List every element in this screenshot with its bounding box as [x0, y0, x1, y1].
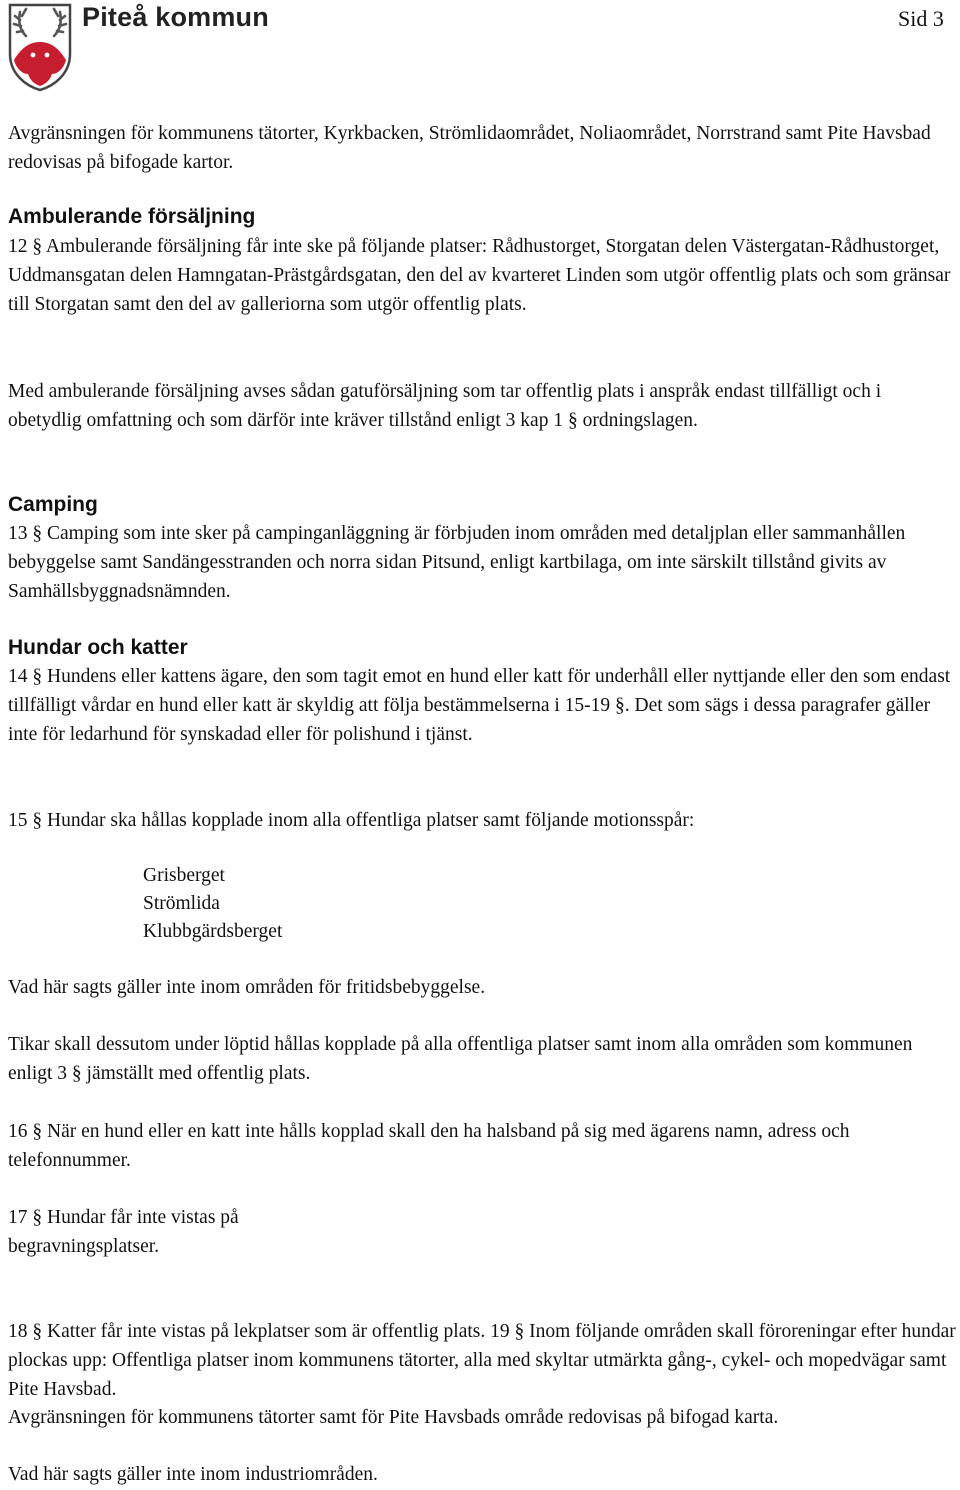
heading-camping: Camping: [8, 493, 98, 516]
paragraph-13: 13 § Camping som inte sker på campinganläggning är förbjuden inom områden med detaljplan eller sammanhållen bebyggelse samt Sandängesstranden och norra sidan Pitsund, enligt kartbilaga, om inte särskilt tillstånd givits av Samhällsbyggnadsnämnden.: [8, 523, 906, 602]
paragraph-16: 16 § När en hund eller en katt inte hålls kopplad skall den ha halsband på sig med ägarens namn, adress och telefonnummer.: [8, 1121, 850, 1171]
motionsspar-list: [143, 862, 282, 946]
paragraph-avgransning-karta: Avgränsningen för kommunens tätorter samt för Pite Havsbads område redovisas på bifogad karta.: [8, 1407, 779, 1428]
paragraph-15: 15 § Hundar ska hållas kopplade inom alla offentliga platser samt följande motionsspår:: [8, 810, 695, 831]
paragraph-ambulerande-definition: Med ambulerande försäljning avses sådan gatuförsäljning som tar offentlig plats i anspråk endast tillfälligt och i obetydlig omfattning och som därför inte kräver tillstånd enligt 3 kap 1 § ordningslagen.: [8, 381, 882, 431]
paragraph-12: 12 § Ambulerande försäljning får inte ske på följande platser: Rådhustorget, Storgatan delen Västergatan-Rådhustorget, Uddmansgatan delen Hamngatan-Prästgårdsgatan, den del av kvarteret Linden som utgör offentlig plats och som gränsar till Storgatan samt den del av galleriorna som utgör offentlig plats.: [8, 236, 951, 315]
municipal-coat-of-arms-logo: [6, 2, 74, 92]
intro-paragraph: Avgränsningen för kommunens tätorter, Kyrkbacken, Strömlidaområdet, Noliaområdet, Norrstrand samt Pite Havsbad redovisas på bifogade kartor.: [8, 123, 931, 173]
page-number: Sid 3: [898, 6, 944, 31]
list-item: Klubbgärdsberget: [143, 921, 283, 942]
municipality-name: Piteå kommun: [82, 2, 269, 32]
paragraph-18-19: 18 § Katter får inte vistas på lekplatser som är offentlig plats. 19 § Inom följande områden skall föroreningar efter hundar plockas upp: Offentliga platser inom kommunens tätorter, alla med skyltar utmärkta gång-, cykel- och mopedvägar samt Pite Havsbad.: [8, 1321, 956, 1400]
heading-hundar-och-katter: Hundar och katter: [8, 636, 188, 659]
list-item: Grisberget: [143, 865, 225, 886]
list-item: Strömlida: [143, 893, 220, 914]
paragraph-industriomraden: Vad här sagts gäller inte inom industriområden.: [8, 1464, 378, 1485]
paragraph-fritidsbebyggelse: Vad här sagts gäller inte inom områden för fritidsbebyggelse.: [8, 977, 486, 998]
heading-ambulerande-forsaljning: Ambulerande försäljning: [8, 205, 256, 228]
paragraph-17-line2: begravningsplatser.: [8, 1236, 160, 1257]
paragraph-17-line1: 17 § Hundar får inte vistas på: [8, 1207, 239, 1228]
paragraph-14: 14 § Hundens eller kattens ägare, den som tagit emot en hund eller katt för underhåll eller nyttjande eller den som endast tillfälligt vårdar en hund eller katt är skyldig att följa bestämmelserna i 15-19 §. Det som sägs i dessa paragrafer gäller inte för ledarhund för synskadad eller för polishund i tjänst.: [8, 666, 951, 745]
paragraph-tikar: Tikar skall dessutom under löptid hållas kopplade på alla offentliga platser samt inom alla områden som kommunen enligt 3 § jämställt med offentlig plats.: [8, 1034, 913, 1084]
